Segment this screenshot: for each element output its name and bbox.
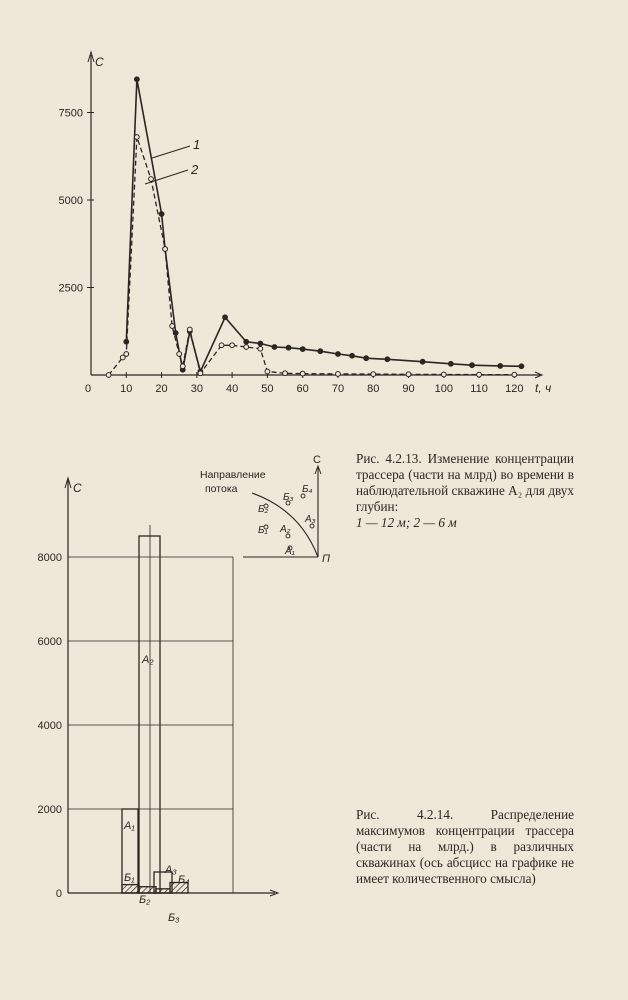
y-tick-label: 0 <box>55 888 62 900</box>
x-tick-label: 40 <box>225 383 239 395</box>
x-tick-label: 60 <box>296 383 309 395</box>
y-tick-label: 2500 <box>58 282 83 295</box>
x-tick-label: 0 <box>84 383 92 395</box>
bar-label-7: Б₄ <box>178 874 190 886</box>
series-2-label: 2 <box>191 162 199 177</box>
series-2-point <box>258 346 263 351</box>
x-tick-label: 10 <box>120 383 133 395</box>
series-2-point <box>371 372 376 377</box>
series-2-point <box>177 352 182 357</box>
series-2-point <box>336 372 341 377</box>
y-tick-label: 2000 <box>37 804 62 816</box>
series-2-point <box>163 247 168 252</box>
y-axis-label: C <box>95 55 104 69</box>
y-axis-label: C <box>73 481 82 495</box>
series-1-point <box>258 341 263 346</box>
y-tick-label: 7500 <box>58 107 83 120</box>
x-tick-label: 90 <box>402 383 415 395</box>
x-tick-label: 30 <box>190 383 203 395</box>
x-tick-label: 70 <box>331 383 345 395</box>
series-1-point <box>498 364 503 369</box>
bar-label-3: A₃ <box>165 864 177 876</box>
well-label-3: Б₃ <box>283 492 294 503</box>
series-2-point <box>134 135 139 140</box>
well-label-5: А₁ <box>285 546 295 557</box>
well-label-6: А₂ <box>280 524 291 535</box>
series-1-point <box>134 77 139 82</box>
series-1-point <box>364 356 369 361</box>
bar-4 <box>122 885 139 893</box>
series-2-point <box>512 372 517 377</box>
y-tick-label: 5000 <box>58 195 83 207</box>
inset-north-label: С <box>313 454 321 466</box>
series-1-point <box>300 347 305 352</box>
series-2-point <box>170 324 175 329</box>
x-tick-label: 100 <box>434 383 453 395</box>
well-label-4: Б₄ <box>302 484 313 495</box>
series-2-point <box>149 177 154 182</box>
bar-label-1: A₁ <box>124 820 135 832</box>
bar-label-5: Б₂ <box>139 894 151 906</box>
series-2-point <box>180 364 185 369</box>
caption-text: Рис. 4.2.13. Изменение концентрации трассера (части на млрд) во времени в наблюдательной скважине A₂ для двух глубин: <box>356 451 574 514</box>
series-1-label: 1 <box>193 137 201 152</box>
series-1-point <box>244 339 249 344</box>
series-1-point <box>336 352 341 357</box>
flow-direction-label: потока <box>205 483 238 495</box>
x-tick-label: 50 <box>261 383 274 395</box>
x-tick-label: 120 <box>505 383 524 395</box>
series-2-point <box>219 343 224 348</box>
caption-text: Рис. 4.2.14. Распределение максимумов концентрации трассера (части на млрд.) в различных скважинах (ось абсцисс на графике не имеет количественного смысла) <box>356 807 574 886</box>
series-1-point <box>159 212 164 217</box>
figure-caption-4-2-14 <box>356 807 574 887</box>
series-2-point <box>283 371 288 376</box>
concentration-time-chart <box>0 0 628 420</box>
series-1-point <box>420 359 425 364</box>
series-2-point <box>124 352 129 357</box>
series-2-point <box>244 345 249 350</box>
y-tick-label: 6000 <box>37 636 62 648</box>
well-label-1: Б₁ <box>258 525 268 536</box>
series-1-point <box>448 361 453 366</box>
series-1-line <box>126 79 521 371</box>
bar-6 <box>156 889 170 893</box>
series-1-point <box>519 364 524 369</box>
series-2-point <box>198 371 203 376</box>
series-1-point <box>286 345 291 350</box>
caption-legend: 1 — 12 м; 2 — 6 м <box>356 515 457 530</box>
series-2-point <box>187 327 192 332</box>
bar-5 <box>139 887 156 893</box>
series-2-point <box>106 373 111 378</box>
x-tick-label: 80 <box>367 383 380 395</box>
series-1-point <box>223 315 228 320</box>
series-2-point <box>230 343 235 348</box>
series-1-point <box>272 345 277 350</box>
series-2-point <box>265 369 270 374</box>
series-2-point <box>477 372 482 377</box>
series-2-point <box>406 372 411 377</box>
x-tick-label: 110 <box>470 383 488 395</box>
well-label-7: А₃ <box>305 514 316 525</box>
well-label-2: Б₂ <box>258 504 269 515</box>
series-1-point <box>318 349 323 354</box>
bar-label-2: A₂ <box>142 654 154 666</box>
series-1-point <box>124 339 129 344</box>
series-1-point <box>385 357 390 362</box>
y-tick-label: 4000 <box>37 720 62 732</box>
series-2-point <box>441 372 446 377</box>
series-1-point <box>350 353 355 358</box>
flow-direction-label: Направление <box>200 469 266 481</box>
bar-label-4: Б₁ <box>124 872 135 884</box>
series-1-point <box>470 363 475 368</box>
inset-east-label: П <box>322 553 330 565</box>
series-2-point <box>300 371 305 376</box>
x-tick-label: 20 <box>155 383 168 395</box>
series-2-line <box>109 137 515 375</box>
y-tick-label: 8000 <box>37 552 62 564</box>
bar-2 <box>139 536 160 893</box>
bar-label-6: Б₃ <box>168 912 180 924</box>
series-1-leader <box>152 146 190 158</box>
x-axis-label: t, ч <box>535 381 552 395</box>
